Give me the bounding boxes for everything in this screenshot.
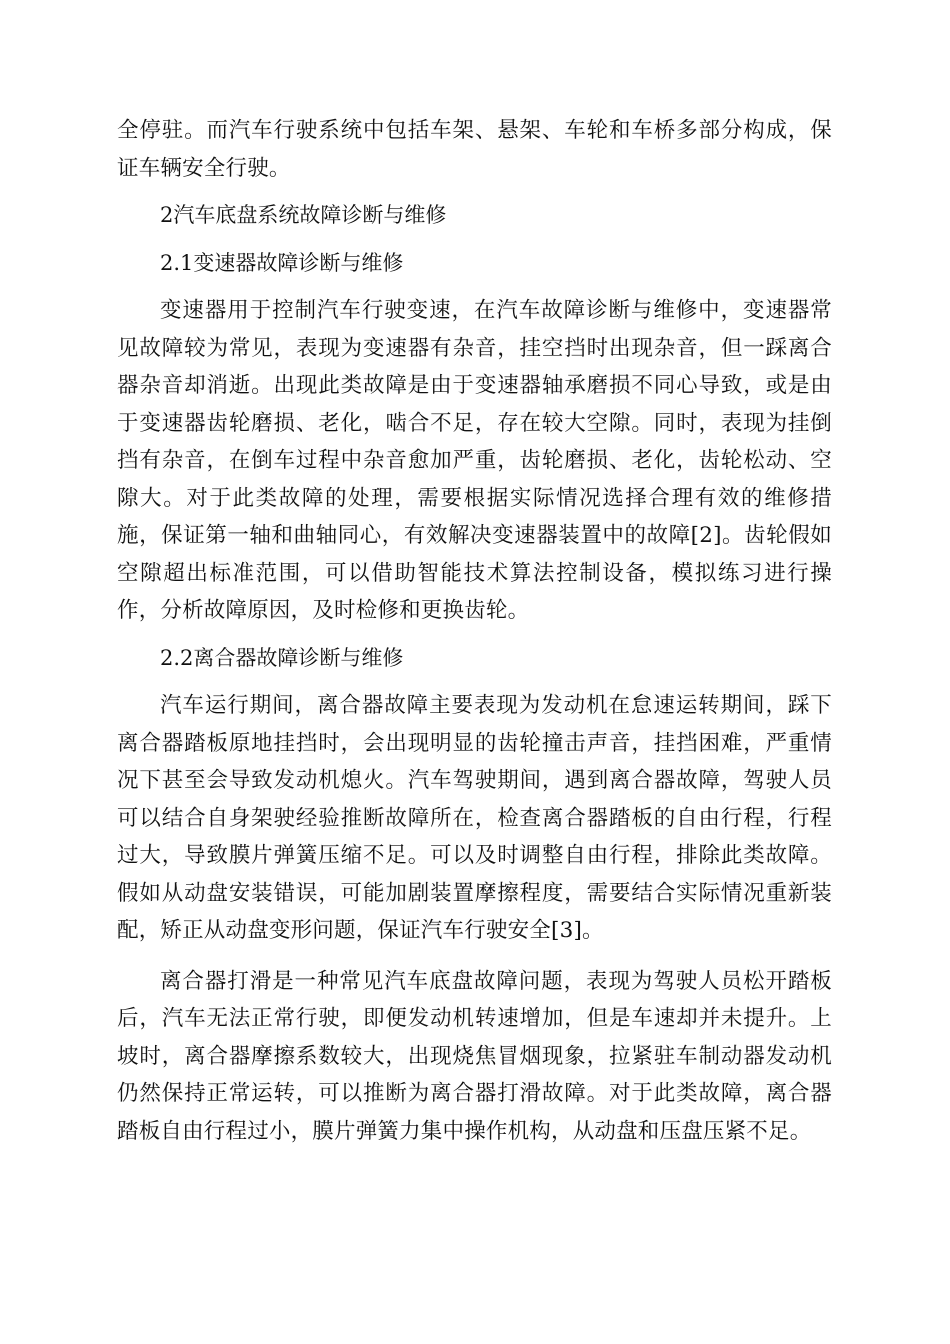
section-2-1-heading: 2.1变速器故障诊断与维修 [160, 250, 404, 275]
spacer [117, 677, 832, 687]
section-2-2-heading: 2.2离合器故障诊断与维修 [160, 645, 404, 670]
spacer [117, 235, 832, 245]
spacer [117, 950, 832, 963]
gearbox-paragraph: 变速器用于控制汽车行驶变速，在汽车故障诊断与维修中，变速器常见故障较为常见，表现为变速器有杂音，挂空挡时出现杂音，但一踩离合器杂音却消逝。出现此类故障是由于变速器轴承磨损不同心导致，或是由于变速器齿轮磨损、老化，啮合不足，存在较大空隙。同时，表现为挂倒挡有杂音，在倒车过程中杂音愈加严重，齿轮磨损、老化，齿轮松动、空隙大。对于此类故障的处理，需要根据实际情况选择合理有效的维修措施，保证第一轴和曲轴同心，有效解决变速器装置中的故障[2]。齿轮假如空隙超出标准范围，可以借助智能技术算法控制设备，模拟练习进行操作，分析故障原因，及时检修和更换齿轮。 [117, 298, 832, 623]
document-page [117, 112, 832, 1150]
clutch-paragraph-1: 汽车运行期间，离合器故障主要表现为发动机在怠速运转期间，踩下离合器踏板原地挂挡时，会出现明显的齿轮撞击声音，挂挡困难，严重情况下甚至会导致发动机熄火。汽车驾驶期间，遇到离合器故障，驾驶人员可以结合自身架驶经验推断故障所在，检查离合器踏板的自由行程，行程过大，导致膜片弹簧压缩不足。可以及时调整自由行程，排除此类故障。假如从动盘安装错误，可能加剧装置摩擦程度，需要结合实际情况重新装配，矫正从动盘变形问题，保证汽车行驶安全[3]。 [117, 693, 832, 943]
intro-paragraph: 全停驻。而汽车行驶系统中包括车架、悬架、车轮和车桥多部分构成，保证车辆安全行驶。 [117, 118, 832, 181]
section-2-heading: 2汽车底盘系统故障诊断与维修 [160, 203, 447, 227]
clutch-paragraph-2: 离合器打滑是一种常见汽车底盘故障问题，表现为驾驶人员松开踏板后，汽车无法正常行驶，即便发动机转速增加，但是车速却并未提升。上坡时，离合器摩擦系数较大，出现烧焦冒烟现象，拉紧驻车制动器发动机仍然保持正常运转，可以推断为离合器打滑故障。对于此类故障，离合器踏板自由行程过小，膜片弹簧力集中操作机构，从动盘和压盘压紧不足。 [117, 968, 832, 1144]
spacer [117, 187, 832, 197]
spacer [117, 630, 832, 640]
spacer [117, 282, 832, 292]
